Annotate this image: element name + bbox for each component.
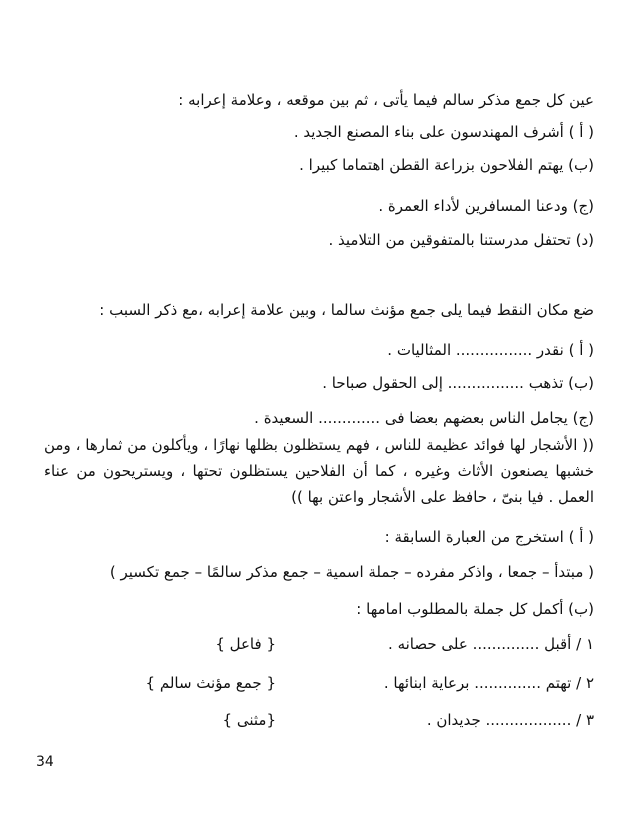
passage-text: (( الأشجار لها فوائد عظيمة للناس ، فهم يستظلون بظلها نهارًا ، ويأكلون من ثمارها ، ومن خشبها يصنعون الأثاث وغيره ، كما أن الفلاحين يستظلون تحتها ، ويستريحون من عناء العمل . فيا بنىّ ، حافظ على الأشجار واعتن بها )): [44, 436, 594, 506]
part-b-item-2-sentence: ٢ / تهتم .............. برعاية ابنائها .: [383, 674, 594, 692]
part-a-list: ( مبتدأ – جمعا ، واذكر مفرده – جملة اسمية – جمع مذكر سالمًا – جمع تكسير ): [109, 563, 594, 581]
page-number: 34: [36, 754, 54, 770]
section2-instruction: ضع مكان النقط فيما يلى جمع مؤنث سالما ، وبين علامة إعرابه ،مع ذكر السبب :: [99, 301, 594, 319]
part-b-item-2-hint: { جمع مؤنث سالم }: [145, 674, 276, 692]
section2-item-b: (ب) تذهب ................ إلى الحقول صباحا .: [322, 374, 594, 392]
part-b-item-3-hint: {مثنى }: [222, 711, 276, 729]
part-b-item-3-sentence: ٣ / .................. جديدان .: [426, 711, 594, 729]
section1-instruction: عين كل جمع مذكر سالم فيما يأتى ، ثم بين موقعه ، وعلامة إعرابه :: [178, 91, 594, 109]
section2-item-a: ( أ ) نقدر ................ المثاليات .: [387, 341, 594, 359]
section1-item-c: (ج) ودعنا المسافرين لأداء العمرة .: [378, 197, 594, 215]
section1-item-b: (ب) يهتم الفلاحون بزراعة القطن اهتماما كبيرا .: [299, 156, 594, 174]
section1-item-d: (د) تحتفل مدرستنا بالمتفوقين من التلاميذ .: [328, 231, 594, 249]
part-a-instruction: ( أ ) استخرج من العبارة السابقة :: [384, 528, 594, 546]
section1-item-a: ( أ ) أشرف المهندسون على بناء المصنع الجديد .: [293, 123, 594, 141]
part-b-item-1-sentence: ١ / أقبل .............. على حصانه .: [388, 635, 594, 653]
section2-item-c: (ج) يجامل الناس بعضهم بعضا فى ............. السعيدة .: [254, 409, 594, 427]
part-b-instruction: (ب) أكمل كل جملة بالمطلوب امامها :: [356, 600, 594, 618]
part-b-item-1-hint: { فاعل }: [215, 635, 276, 653]
